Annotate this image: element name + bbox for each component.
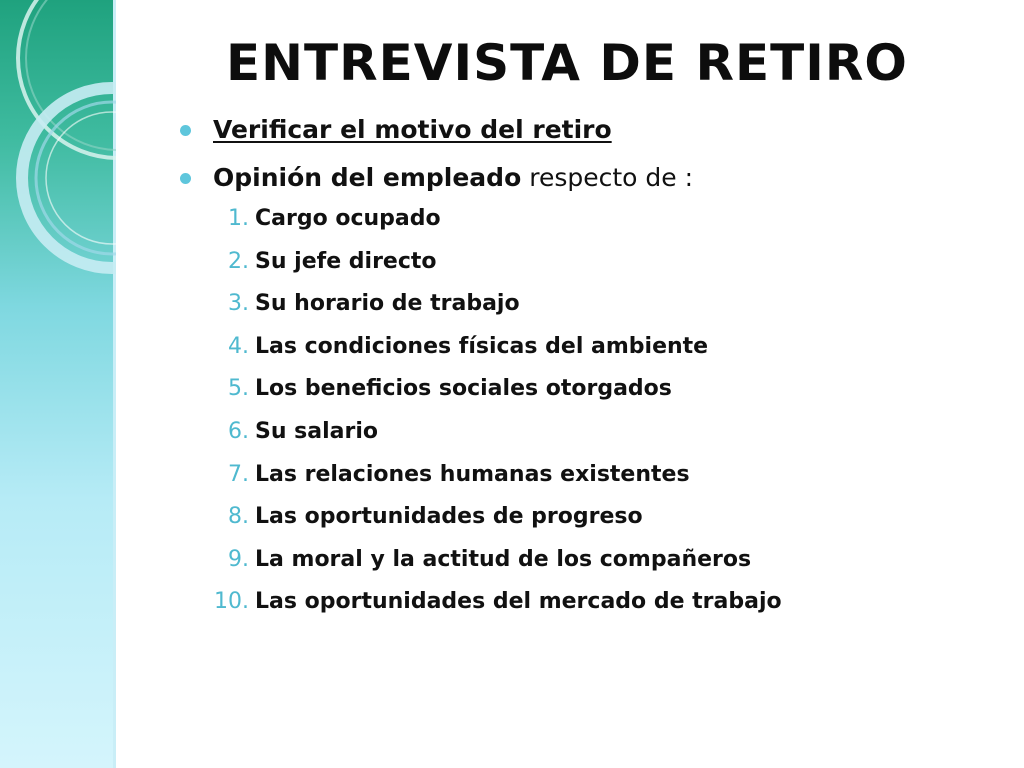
list-item-text: Las relaciones humanas existentes: [255, 461, 690, 487]
bullet-list: [180, 110, 1000, 206]
list-item: [205, 411, 985, 454]
list-item-number: 4.: [228, 333, 249, 359]
list-item-number: 3.: [228, 291, 249, 317]
decorative-rings-graphic: [0, 0, 116, 768]
list-item: [205, 368, 985, 411]
list-item: [205, 496, 985, 539]
list-item: [205, 581, 985, 624]
list-item: [205, 454, 985, 497]
bullet-dot-icon: [180, 125, 191, 136]
list-item-text: Su salario: [255, 418, 378, 444]
bullet-bold-text: Opinión del empleado: [213, 163, 522, 192]
list-item-text: Los beneficios sociales otorgados: [255, 376, 672, 402]
list-item-number: 9.: [228, 546, 249, 572]
list-item: [205, 326, 985, 369]
list-item-number: 5.: [228, 376, 249, 402]
list-item-number: 8.: [228, 504, 249, 530]
bullet-bold-text: Verificar el motivo del retiro: [213, 115, 612, 144]
list-item-number: 6.: [228, 418, 249, 444]
list-item-number: 2.: [228, 248, 249, 274]
list-item-number: 7.: [228, 461, 249, 487]
list-item: [205, 198, 985, 241]
list-item-text: Su horario de trabajo: [255, 291, 520, 317]
bullet-item: [180, 110, 1000, 158]
list-item-number: 10.: [214, 589, 249, 615]
list-item-number: 1.: [228, 206, 249, 231]
list-item-text: Las oportunidades del mercado de trabajo: [255, 589, 782, 615]
numbered-list: [205, 198, 985, 624]
list-item-text: Las condiciones físicas del ambiente: [255, 333, 709, 359]
bullet-rest-text: respecto de :: [521, 163, 694, 192]
slide-title: ENTREVISTA DE RETIRO: [226, 34, 908, 92]
list-item: [205, 283, 985, 326]
list-item: [205, 241, 985, 284]
list-item-text: Cargo ocupado: [255, 206, 441, 231]
list-item-text: La moral y la actitud de los compañeros: [255, 546, 752, 572]
bullet-dot-icon: [180, 173, 191, 184]
list-item-text: Su jefe directo: [255, 248, 437, 274]
list-item: [205, 539, 985, 582]
list-item-text: Las oportunidades de progreso: [255, 504, 643, 530]
decorative-side-band: [0, 0, 116, 768]
